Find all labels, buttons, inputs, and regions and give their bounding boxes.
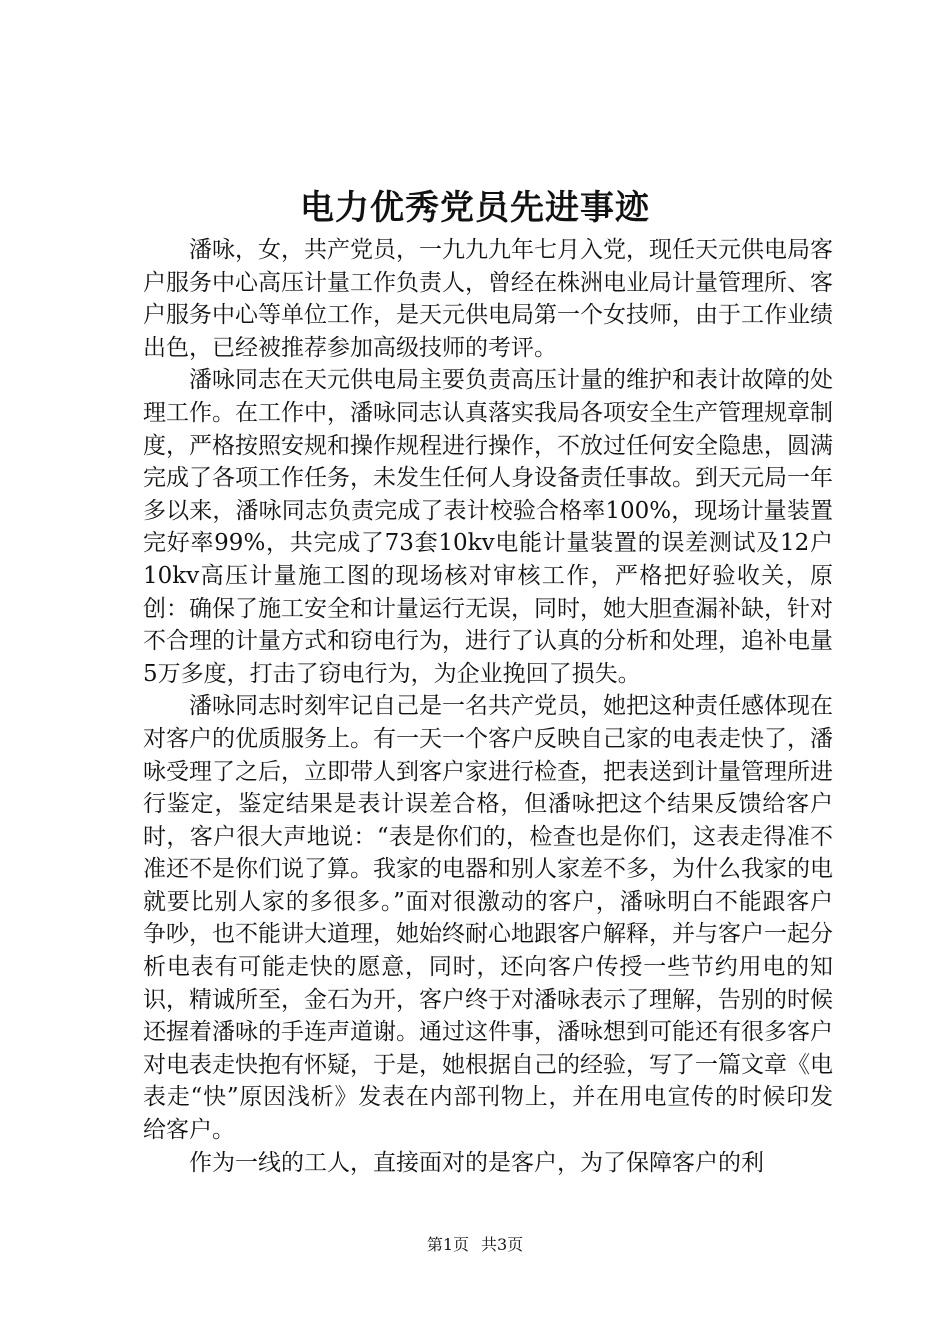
page-footer	[0, 1234, 950, 1256]
page-total: 共3页	[481, 1235, 524, 1254]
document-body	[143, 234, 833, 1179]
body-paragraph: 潘咏，女，共产党员，一九九九年七月入党，现任天元供电局客户服务中心高压计量工作负责人，曾经在株洲电业局计量管理所、客户服务中心等单位工作，是天元供电局第一个女技师，由于工作业绩出色，已经被推荐参加高级技师的考评。	[143, 237, 833, 361]
document-title: 电力优秀党员先进事迹	[300, 188, 650, 228]
body-paragraph: 潘咏同志时刻牢记自己是一名共产党员，她把这种责任感体现在对客户的优质服务上。有一天一个客户反映自己家的电表走快了，潘咏受理了之后，立即带人到客户家进行检查，把表送到计量管理所进行鉴定，鉴定结果是表计误差合格，但潘咏把这个结果反馈给客户时，客户很大声地说：“表是你们的，检查也是你们，这表走得准不准还不是你们说了算。我家的电器和别人家差不多，为什么我家的电就要比别人家的多很多。”面对很激动的客户，潘咏明白不能跟客户争吵，也不能讲大道理，她始终耐心地跟客户解释，并与客户一起分析电表有可能走快的愿意，同时，还向客户传授一些节约用电的知识，精诚所至，金石为开，客户终于对潘咏表示了理解，告别的时候还握着潘咏的手连声道谢。通过这件事，潘咏想到可能还有很多客户对电表走快抱有怀疑，于是，她根据自己的经验，写了一篇文章《电表走“快”原因浅析》发表在内部刊物上，并在用电宣传的时候印发给客户。	[143, 693, 833, 1144]
body-paragraph: 潘咏同志在天元供电局主要负责高压计量的维护和表计故障的处理工作。在工作中，潘咏同志认真落实我局各项安全生产管理规章制度，严格按照安规和操作规程进行操作，不放过任何安全隐患，圆满完成了各项工作任务，未发生任何人身设备责任事故。到天元局一年多以来，潘咏同志负责完成了表计校验合格率100%，现场计量装置完好率99%，共完成了73套10kv电能计量装置的误差测试及12户10kv高压计量施工图的现场核对审核工作，严格把好验收关，原创：确保了施工安全和计量运行无误，同时，她大胆查漏补缺，针对不合理的计量方式和窃电行为，进行了认真的分析和处理，追补电量5万多度，打击了窃电行为，为企业挽回了损失。	[143, 367, 833, 687]
body-paragraph: 作为一线的工人，直接面对的是客户，为了保障客户的利	[189, 1149, 764, 1176]
page-number: 第1页	[426, 1235, 469, 1254]
